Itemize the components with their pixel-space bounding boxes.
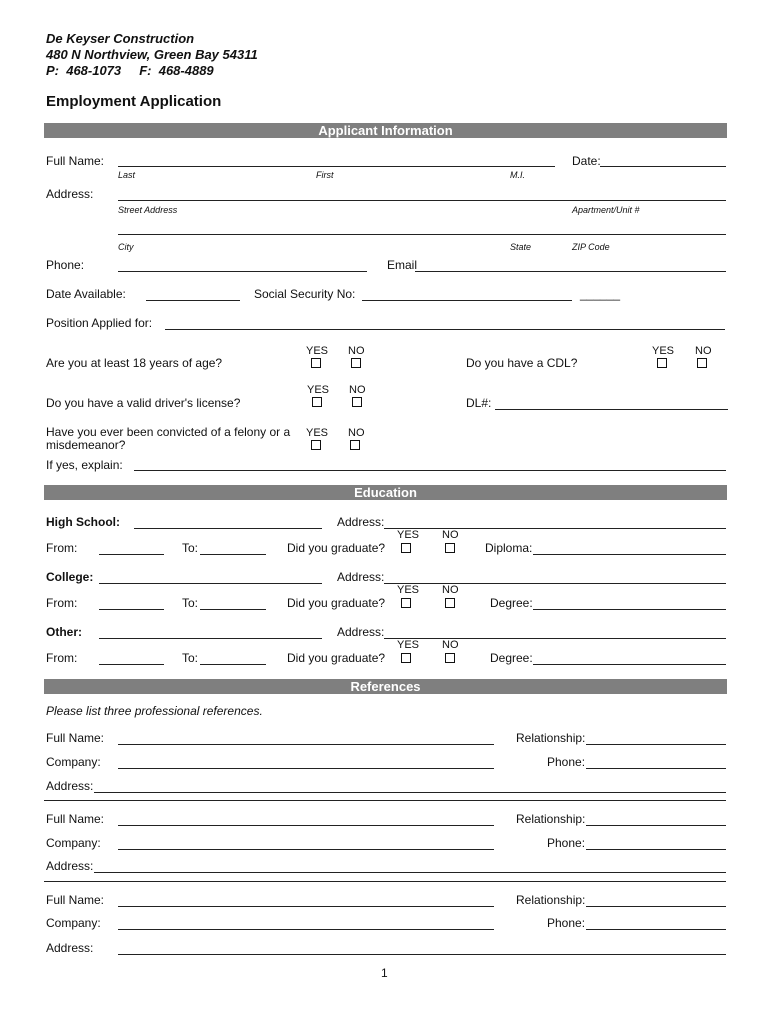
no-label: NO xyxy=(442,639,459,651)
college-field[interactable] xyxy=(99,583,322,584)
label-ref1-full-name: Full Name: xyxy=(46,731,105,745)
ref2-company-field[interactable] xyxy=(118,849,494,850)
college-from-field[interactable] xyxy=(99,609,164,610)
question-cdl: Do you have a CDL? xyxy=(466,356,578,370)
college-graduate-yes-checkbox[interactable] xyxy=(401,598,411,608)
question-felony-line1: Have you ever been convicted of a felony or a xyxy=(46,425,291,439)
hs-to-field[interactable] xyxy=(200,554,266,555)
full-name-field[interactable] xyxy=(118,166,555,167)
label-full-name: Full Name: xyxy=(46,154,105,168)
ref1-full-name-field[interactable] xyxy=(118,744,494,745)
label-position: Position Applied for: xyxy=(46,316,153,330)
ref1-address-field[interactable] xyxy=(94,792,726,793)
label-ref1-relationship: Relationship: xyxy=(516,731,586,745)
ref2-address-field[interactable] xyxy=(94,872,726,873)
no-label: NO xyxy=(442,529,459,541)
label-ref1-address: Address: xyxy=(46,779,94,793)
college-address-field[interactable] xyxy=(384,583,726,584)
label-ref2-company: Company: xyxy=(46,836,101,850)
caption-first: First xyxy=(316,170,334,180)
label-hs-address: Address: xyxy=(337,515,385,529)
ref3-full-name-field[interactable] xyxy=(118,906,494,907)
label-ref1-company: Company: xyxy=(46,755,101,769)
ref1-company-field[interactable] xyxy=(118,768,494,769)
no-label: NO xyxy=(348,427,365,439)
label-ref3-address: Address: xyxy=(46,941,94,955)
other-degree-field[interactable] xyxy=(533,664,726,665)
label-other-to: To: xyxy=(182,651,199,665)
ssn-extra-blank: ______ xyxy=(580,287,621,301)
email-field[interactable] xyxy=(415,271,726,272)
label-ref2-phone: Phone: xyxy=(547,836,586,850)
ref2-full-name-field[interactable] xyxy=(118,825,494,826)
question-age: Are you at least 18 years of age? xyxy=(46,356,223,370)
label-high-school: High School: xyxy=(46,515,120,529)
ref1-phone-field[interactable] xyxy=(586,768,726,769)
label-college-to: To: xyxy=(182,596,199,610)
label-diploma: Diploma: xyxy=(485,541,533,555)
label-address: Address: xyxy=(46,187,94,201)
label-other-from: From: xyxy=(46,651,78,665)
yes-label: YES xyxy=(307,384,330,396)
other-address-field[interactable] xyxy=(384,638,726,639)
caption-street: Street Address xyxy=(118,205,178,215)
section-bar-references: References xyxy=(44,679,727,694)
section-bar-applicant: Applicant Information xyxy=(44,123,727,138)
label-ref1-phone: Phone: xyxy=(547,755,586,769)
other-graduate-yes-checkbox[interactable] xyxy=(401,653,411,663)
caption-state: State xyxy=(510,242,532,252)
label-ref3-company: Company: xyxy=(46,916,101,930)
label-ref3-full-name: Full Name: xyxy=(46,893,105,907)
ref1-relationship-field[interactable] xyxy=(586,744,726,745)
label-other-degree: Degree: xyxy=(490,651,533,665)
label-college-address: Address: xyxy=(337,570,385,584)
question-license: Do you have a valid driver's license? xyxy=(46,396,241,410)
label-date-available: Date Available: xyxy=(46,287,126,301)
ref3-relationship-field[interactable] xyxy=(586,906,726,907)
ref2-divider xyxy=(44,881,726,882)
label-phone: Phone: xyxy=(46,258,85,272)
phone-field[interactable] xyxy=(118,271,367,272)
ref2-phone-field[interactable] xyxy=(586,849,726,850)
cdl-yes-checkbox[interactable] xyxy=(657,358,667,368)
explain-field[interactable] xyxy=(134,470,726,471)
label-ref2-full-name: Full Name: xyxy=(46,812,105,826)
yes-label: YES xyxy=(397,639,420,651)
license-no-checkbox[interactable] xyxy=(352,397,362,407)
no-label: NO xyxy=(695,345,712,357)
ref3-address-field[interactable] xyxy=(118,954,726,955)
street-address-field[interactable] xyxy=(118,200,726,201)
company-phone-fax: P: 468-1073 F: 468-4889 xyxy=(46,63,214,78)
label-hs-to: To: xyxy=(182,541,199,555)
age-no-checkbox[interactable] xyxy=(351,358,361,368)
label-other-graduate: Did you graduate? xyxy=(287,651,386,665)
label-date: Date: xyxy=(572,154,601,168)
label-college-from: From: xyxy=(46,596,78,610)
position-field[interactable] xyxy=(165,329,725,330)
label-other-address: Address: xyxy=(337,625,385,639)
city-state-zip-field[interactable] xyxy=(118,234,726,235)
label-other: Other: xyxy=(46,625,82,639)
no-label: NO xyxy=(348,345,365,357)
caption-city: City xyxy=(118,242,134,252)
label-ref2-address: Address: xyxy=(46,859,94,873)
other-graduate-no-checkbox[interactable] xyxy=(445,653,455,663)
college-graduate-no-checkbox[interactable] xyxy=(445,598,455,608)
yes-label: YES xyxy=(652,345,675,357)
felony-no-checkbox[interactable] xyxy=(350,440,360,450)
label-ref2-relationship: Relationship: xyxy=(516,812,586,826)
label-college-graduate: Did you graduate? xyxy=(287,596,386,610)
label-explain: If yes, explain: xyxy=(46,458,123,472)
company-name: De Keyser Construction xyxy=(46,31,195,46)
caption-last: Last xyxy=(118,170,136,180)
yes-label: YES xyxy=(306,427,329,439)
hs-graduate-no-checkbox[interactable] xyxy=(445,543,455,553)
ref3-phone-field[interactable] xyxy=(586,929,726,930)
hs-from-field[interactable] xyxy=(99,554,164,555)
ssn-field[interactable] xyxy=(362,300,572,301)
label-ssn: Social Security No: xyxy=(254,287,356,301)
dl-number-field[interactable] xyxy=(495,409,728,410)
label-college: College: xyxy=(46,570,94,584)
other-to-field[interactable] xyxy=(200,664,266,665)
license-yes-checkbox[interactable] xyxy=(312,397,322,407)
page-number: 1 xyxy=(381,966,388,980)
label-hs-from: From: xyxy=(46,541,78,555)
references-intro: Please list three professional references. xyxy=(46,704,263,718)
ref2-relationship-field[interactable] xyxy=(586,825,726,826)
label-college-degree: Degree: xyxy=(490,596,533,610)
high-school-field[interactable] xyxy=(134,528,322,529)
no-label: NO xyxy=(349,384,366,396)
hs-graduate-yes-checkbox[interactable] xyxy=(401,543,411,553)
caption-mi: M.I. xyxy=(510,170,525,180)
college-degree-field[interactable] xyxy=(533,609,726,610)
question-felony-line2: misdemeanor? xyxy=(46,438,126,452)
label-ref3-phone: Phone: xyxy=(547,916,586,930)
felony-yes-checkbox[interactable] xyxy=(311,440,321,450)
college-to-field[interactable] xyxy=(200,609,266,610)
label-email: Email xyxy=(387,258,418,272)
yes-label: YES xyxy=(306,345,329,357)
other-school-field[interactable] xyxy=(99,638,322,639)
cdl-no-checkbox[interactable] xyxy=(697,358,707,368)
label-hs-graduate: Did you graduate? xyxy=(287,541,386,555)
yes-label: YES xyxy=(397,584,420,596)
diploma-field[interactable] xyxy=(533,554,726,555)
ref3-company-field[interactable] xyxy=(118,929,494,930)
age-yes-checkbox[interactable] xyxy=(311,358,321,368)
ref1-divider xyxy=(44,800,726,801)
caption-zip: ZIP Code xyxy=(572,242,610,252)
hs-address-field[interactable] xyxy=(384,528,726,529)
no-label: NO xyxy=(442,584,459,596)
date-available-field[interactable] xyxy=(146,300,240,301)
date-field[interactable] xyxy=(600,166,726,167)
yes-label: YES xyxy=(397,529,420,541)
other-from-field[interactable] xyxy=(99,664,164,665)
form-title: Employment Application xyxy=(46,93,222,110)
label-ref3-relationship: Relationship: xyxy=(516,893,586,907)
label-dl-number: DL#: xyxy=(466,396,492,410)
caption-apartment: Apartment/Unit # xyxy=(572,205,640,215)
company-address: 480 N Northview, Green Bay 54311 xyxy=(46,47,258,62)
section-bar-education: Education xyxy=(44,485,727,500)
